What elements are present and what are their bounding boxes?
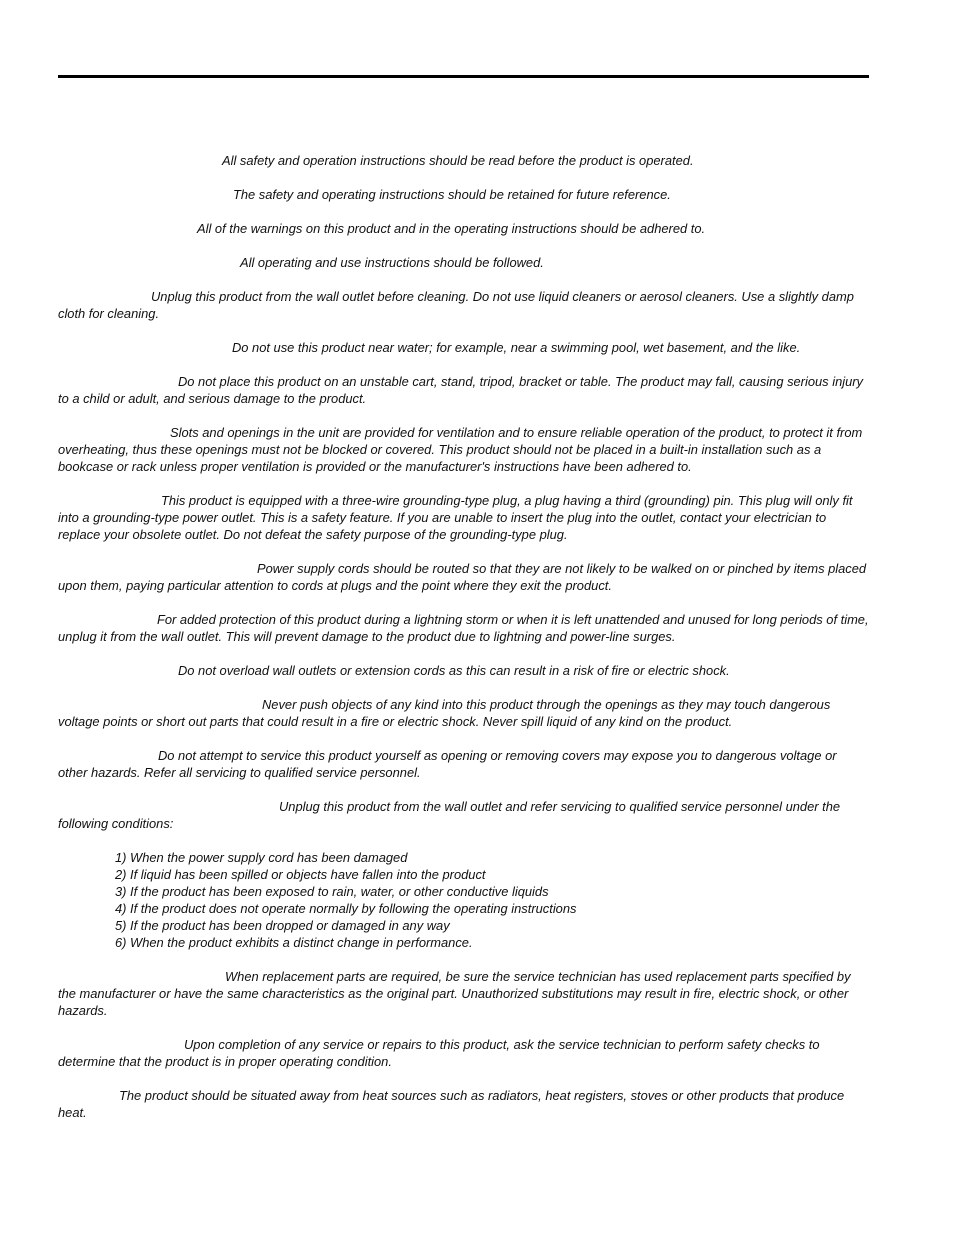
instruction-paragraph: This product is equipped with a three-wire grounding-type plug, a plug having a third (grounding) pin. This plug will only fit into a grounding-type power outlet. This is a safety feature. If you are unable to insert the plug into the outlet, contact your electrician to replace your obsolete outlet. Do not defeat the safety purpose of the grounding-type plug.	[58, 493, 853, 542]
condition-item: 3) If the product has been exposed to rain, water, or other conductive liquids	[115, 884, 549, 899]
instruction-paragraph: Slots and openings in the unit are provided for ventilation and to ensure reliable operation of the product, to protect it from overheating, thus these openings must not be blocked or covered. This product should not be placed in a built-in installation such as a bookcase or rack unless proper ventilation is provided or the manufacturer's instructions have been adhered to.	[58, 425, 863, 474]
condition-item: 5) If the product has been dropped or damaged in any way	[115, 918, 450, 933]
condition-item: 4) If the product does not operate normally by following the operating instructions	[115, 901, 577, 916]
instruction-paragraph: All safety and operation instructions should be read before the product is operated.	[222, 153, 694, 168]
instruction-paragraph: Do not overload wall outlets or extension cords as this can result in a risk of fire or electric shock.	[178, 663, 730, 678]
instruction-list-bottom	[58, 968, 869, 1121]
instruction-paragraph: Do not use this product near water; for example, near a swimming pool, wet basement, and the like.	[232, 340, 801, 355]
instruction-paragraph: For added protection of this product during a lightning storm or when it is left unattended and unused for long periods of time, unplug it from the wall outlet. This will prevent damage to the product due to lightning and power-line surges.	[58, 612, 869, 644]
instruction-paragraph: When replacement parts are required, be sure the service technician has used replacement parts specified by the manufacturer or have the same characteristics as the original part. Unauthorized substitutions may result in fire, electric shock, or other hazards.	[58, 969, 851, 1018]
instruction-paragraph: Never push objects of any kind into this product through the openings as they may touch dangerous voltage points or short out parts that could result in a fire or electric shock. Never spill liquid of any kind on the product.	[58, 697, 831, 729]
instruction-paragraph: Do not attempt to service this product yourself as opening or removing covers may expose you to dangerous voltage or other hazards. Refer all servicing to qualified service personnel.	[58, 748, 837, 780]
instruction-list-top	[58, 152, 869, 832]
condition-item: 1) When the power supply cord has been damaged	[115, 850, 408, 865]
instruction-paragraph: The safety and operating instructions should be retained for future reference.	[233, 187, 671, 202]
condition-item: 2) If liquid has been spilled or objects have fallen into the product	[115, 867, 486, 882]
safety-instructions	[58, 152, 869, 1138]
instruction-paragraph: Power supply cords should be routed so that they are not likely to be walked on or pinched by items placed upon them, paying particular attention to cords at plugs and the point where they exit the product.	[58, 561, 867, 593]
instruction-paragraph: All of the warnings on this product and in the operating instructions should be adhered to.	[197, 221, 706, 236]
instruction-paragraph: Upon completion of any service or repairs to this product, ask the service technician to perform safety checks to determine that the product is in proper operating condition.	[58, 1037, 820, 1069]
instruction-paragraph: Do not place this product on an unstable cart, stand, tripod, bracket or table. The product may fall, causing serious injury to a child or adult, and serious damage to the product.	[58, 374, 864, 406]
instruction-paragraph: Unplug this product from the wall outlet before cleaning. Do not use liquid cleaners or aerosol cleaners. Use a slightly damp cloth for cleaning.	[58, 289, 854, 321]
instruction-paragraph: Unplug this product from the wall outlet and refer servicing to qualified service personnel under the following conditions:	[58, 799, 841, 831]
condition-item: 6) When the product exhibits a distinct change in performance.	[115, 935, 473, 950]
instruction-paragraph: All operating and use instructions should be followed.	[240, 255, 544, 270]
header-rule	[58, 75, 869, 78]
service-conditions-list	[58, 849, 869, 951]
instruction-paragraph: The product should be situated away from heat sources such as radiators, heat registers, stoves or other products that produce heat.	[58, 1088, 845, 1120]
